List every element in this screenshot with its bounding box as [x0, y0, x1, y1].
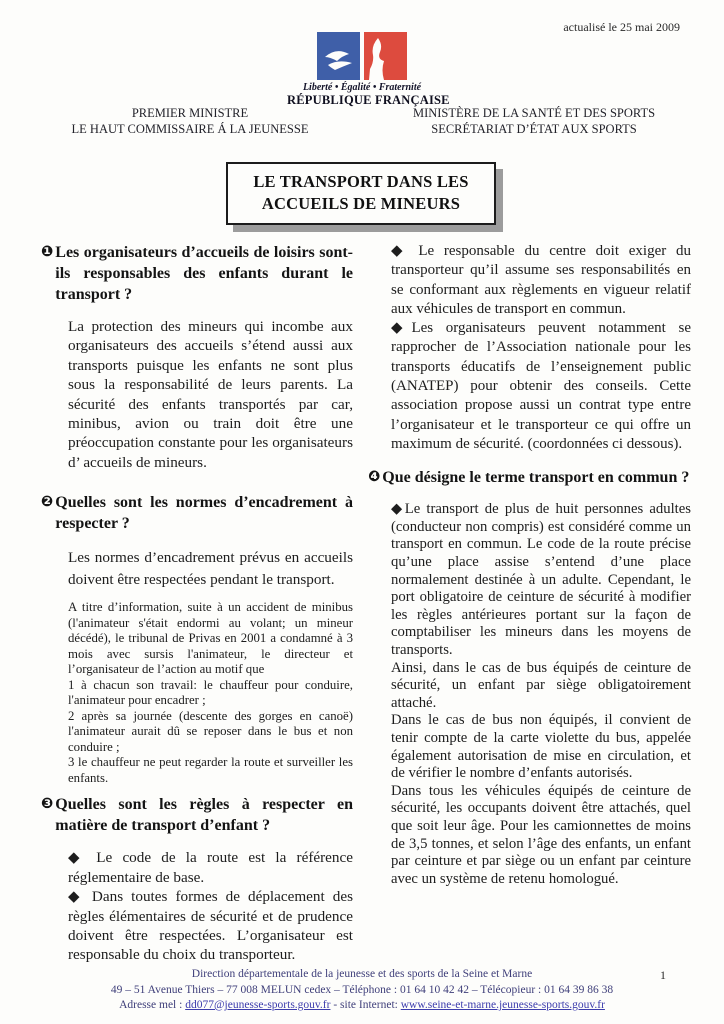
section-2-note-intro: A titre d’information, suite à un accident de minibus (l'animateur s'était endormi au volant; un mineur décédé), le tribunal de Privas en 2001 a condamné à 3 mois avec sursis l'animateur, le directeur et l’organisateur de l’action au motif que — [68, 600, 353, 677]
footer-mel-label: Adresse mel : — [119, 998, 186, 1011]
section-4-heading — [368, 467, 691, 488]
ministry-right-block — [384, 105, 684, 138]
email-link[interactable]: dd077@jeunesse-sports.gouv.fr — [185, 998, 331, 1011]
section-2-heading-text: Quelles sont les normes d’encadrement à respecter ? — [55, 494, 353, 533]
section-3-paragraph-2: ◆ Dans toutes formes de déplacement des règles élémentaires de sécurité et de prudence doivent être respectées. L’organisateur est responsable du choix du transporteur. — [68, 888, 353, 964]
section-2-number-icon: ❷ — [41, 494, 54, 511]
footer-address-line: 49 – 51 Avenue Thiers – 77 008 MELUN cedex – Téléphone : 01 64 10 42 42 – Télécopieur : 01 64 39 86 38 — [110, 983, 614, 996]
section-2-body: Les normes d’encadrement prévus en accueils doivent être respectées pendant le transport. — [68, 549, 353, 588]
footer-direction-line: Direction départementale de la jeunesse et des sports de la Seine et Marne — [191, 968, 533, 981]
ministere-sante-label: MINISTÈRE DE LA SANTÉ ET DES SPORTS — [412, 106, 656, 120]
logo-republic: RÉPUBLIQUE FRANÇAISE — [287, 93, 450, 107]
website-link[interactable]: www.seine-et-marne.jeunesse-sports.gouv.fr — [400, 998, 605, 1011]
section-2-note-item-3: 3 le chauffeur ne peut regarder la route et surveiller les enfants. — [68, 755, 353, 785]
right-intro-paragraph-1: ◆ Le responsable du centre doit exiger du transporteur qu’il assume ses responsabilités en se conformant aux règlements en vigueur relatif aux véhicules de transport en commun. — [391, 243, 691, 317]
section-3-number-icon: ❸ — [41, 796, 54, 813]
section-1-number-icon: ❶ — [41, 244, 54, 260]
left-column — [41, 242, 353, 965]
section-1-heading-text: Les organisateurs d’accueils de loisirs sont-ils responsables des enfants durant le transport ? — [55, 244, 353, 303]
section-2-note-item-2: 2 après sa journée (descente des gorges en canoë) l'animateur aurait dû se reposer dans le bus et non conduire ; — [68, 708, 353, 754]
right-column — [368, 242, 691, 965]
footer — [0, 967, 724, 1013]
section-1-heading — [41, 242, 353, 305]
premier-ministre-label: PREMIER MINISTRE — [131, 106, 249, 120]
section-4-paragraph-3: Dans le cas de bus non équipés, il convient de tenir compte de la carte violette du bus, appelée également autorisation de mise en circulation, et de vérifier le nombre d’enfants autorisés. — [391, 712, 691, 782]
content-columns — [0, 242, 724, 965]
right-intro-paragraph-2: ◆Les organisateurs peuvent notamment se rapprocher de l’Association nationale pour les transports éducatifs de l’enseignement public (ANATEP) pour obtenir des conseils. Cette association propose aussi un contrat type entre l’organisateur et le transporteur ce qui offre un maximum de sécurité. (coordonnées ci dessous). — [391, 320, 691, 452]
republique-francaise-logo — [287, 32, 450, 108]
document-title-line2: ACCUEILS DE MINEURS — [261, 193, 461, 213]
ministries-row — [0, 105, 724, 138]
section-3-heading-text: Quelles sont les règles à respecter en matière de transport d’enfant ? — [55, 796, 353, 835]
document-title-line1: LE TRANSPORT DANS LES — [253, 172, 469, 191]
section-4-paragraph-2: Ainsi, dans le cas de bus équipés de ceinture de sécurité, un enfant par siège obligatoirement attaché. — [391, 659, 691, 711]
section-2-heading — [41, 492, 353, 534]
marianne-flag-icon — [316, 32, 408, 80]
section-4-paragraph-4: Dans tous les véhicules équipés de ceinture de sécurité, les occupants doivent être attachés, quel que soit leur âge. Pour les camionnettes de moins de 3,5 tonnes, et selon l’âge des enfants, un enfant par ceinture et par siège ou un enfant par ceinture avec un système de retenu homologué. — [391, 782, 691, 887]
secretariat-etat-label: SECRÉTARIAT D’ÉTAT AUX SPORTS — [431, 122, 637, 137]
page-number: 1 — [660, 968, 666, 982]
section-3-paragraph-1: ◆ Le code de la route est la référence réglementaire de base. — [68, 849, 353, 886]
section-1-body: La protection des mineurs qui incombe aux organisateurs des accueils s’étend aussi aux transports puisque les enfants ne sont plus sous la responsabilité de leurs parents. La sécurité des enfants transportés par car, minibus, avion ou train doit être une préoccupation constante pour les organisateurs d’ accueils de mineurs. — [68, 318, 353, 471]
footer-contact-line — [0, 998, 724, 1013]
section-4-heading-text: Que désigne le terme transport en commun ? — [382, 469, 690, 487]
section-4-paragraph-1: ◆Le transport de plus de huit personnes adultes (conducteur non compris) est considéré comme un transport en commun. Le code de la route précise qu’une place assise s’entend d’une place normalement destinée à un adulte. Cependant, le port obligatoire de ceinture de sécurité à modifier les règles antérieures portant sur la façon de comptabiliser les mineurs dans les moyens de transports. — [391, 501, 691, 659]
ministry-left-block — [40, 105, 340, 138]
haut-commissaire-label: LE HAUT COMMISSAIRE Á LA JEUNESSE — [71, 122, 309, 137]
section-4-number-icon: ❹ — [368, 469, 381, 486]
updated-date: actualisé le 25 mai 2009 — [563, 20, 680, 34]
section-2-note-item-1: 1 à chacun son travail: le chauffeur pour conduire, l'animateur pour encadrer ; — [68, 677, 353, 708]
footer-site-label: - site Internet: — [330, 998, 401, 1011]
logo-motto: Liberté • Égalité • Fraternité — [302, 82, 422, 93]
document-title-box — [226, 162, 496, 225]
section-3-heading — [41, 794, 353, 836]
